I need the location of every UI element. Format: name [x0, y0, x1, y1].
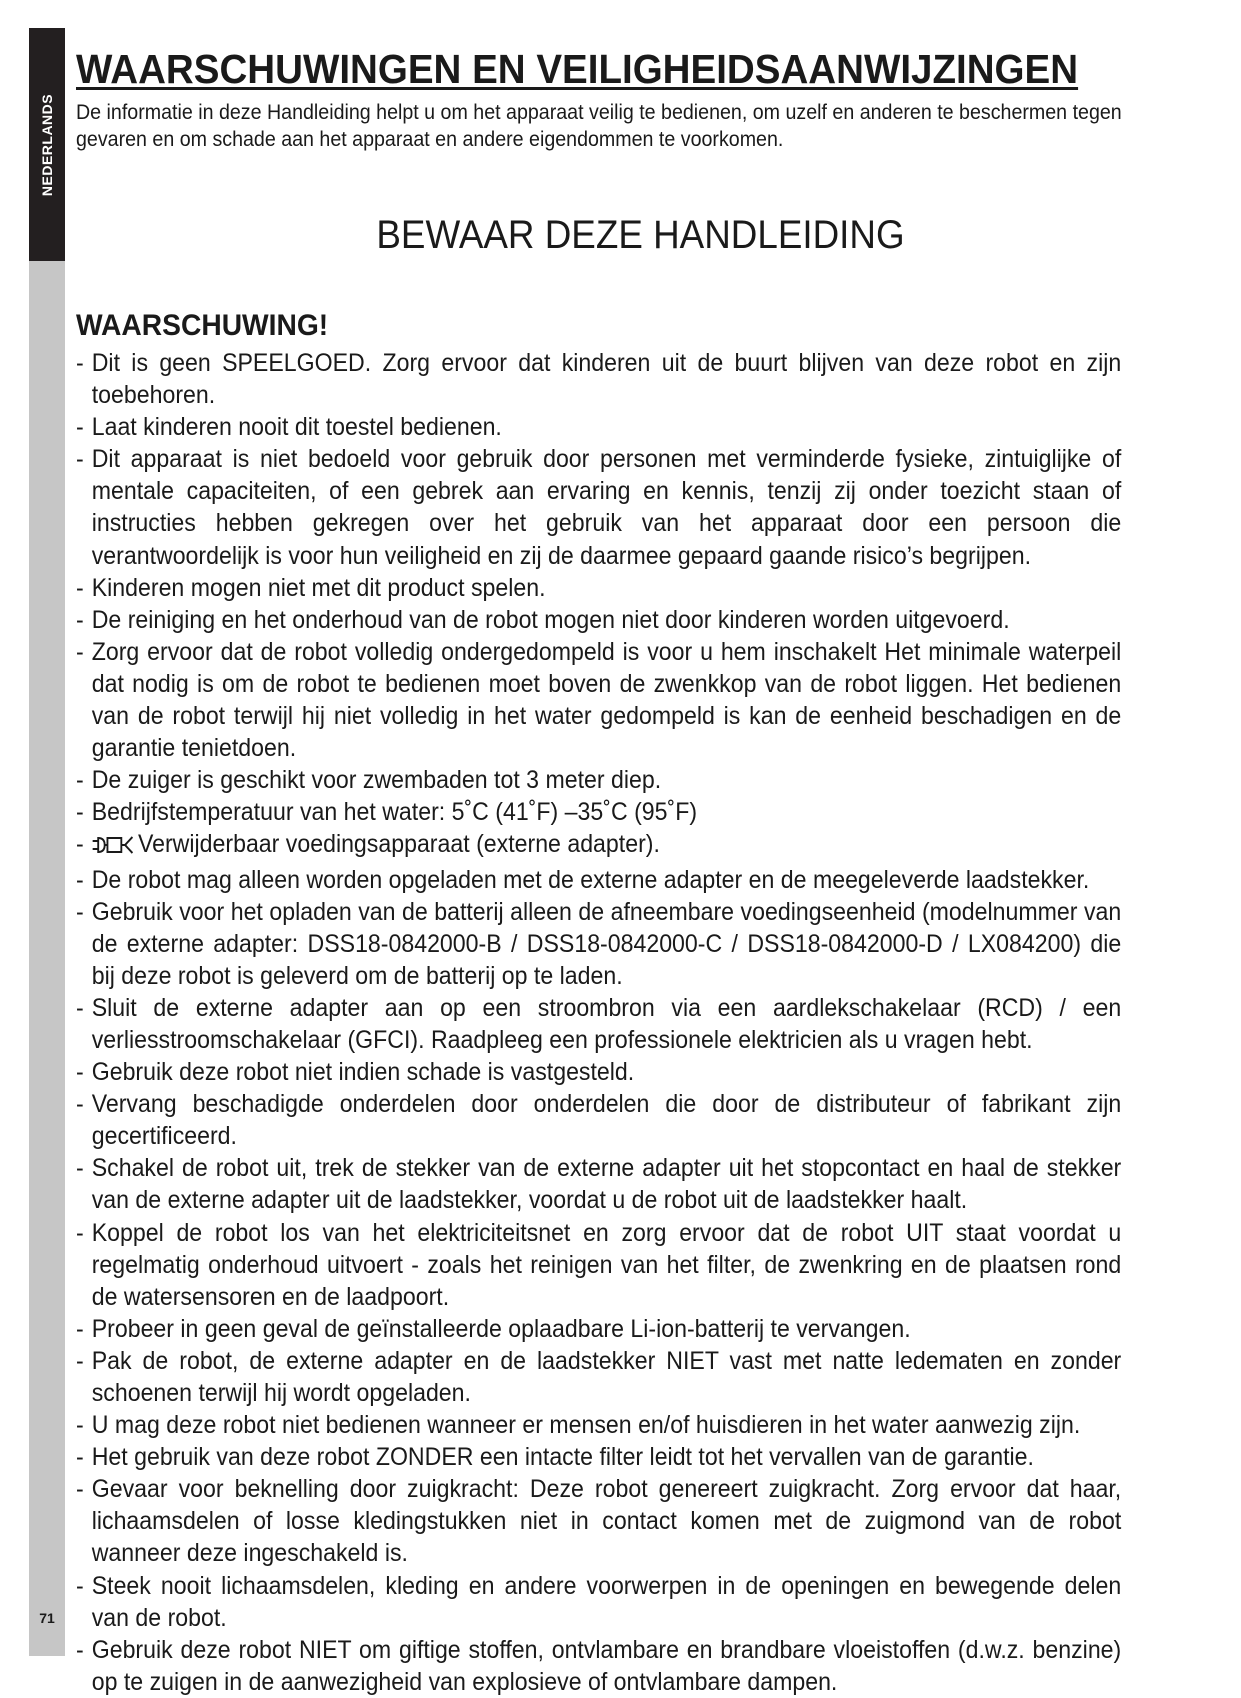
list-item: - Kinderen mogen niet met dit product spelen.	[76, 572, 1121, 604]
list-item: - Steek nooit lichaamsdelen, kleding en andere voorwerpen in de openingen en bewegende delen van de robot.	[76, 1570, 1121, 1634]
list-item: - Schakel de robot uit, trek de stekker van de externe adapter uit het stopcontact en haal de stekker van de externe adapter uit de laadstekker, voordat u de robot uit de laadstekker haalt.	[76, 1152, 1121, 1216]
list-item: - De robot mag alleen worden opgeladen met de externe adapter en de meegeleverde laadstekker.	[76, 864, 1121, 896]
list-item: - Gebruik voor het opladen van de batterij alleen de afneembare voedingseenheid (modelnummer van de externe adapter: DSS18-0842000-B / DSS18-0842000-C / DSS18-0842000-D / LX084200) die bij deze robot is geleverd om de batterij op te laden.	[76, 896, 1121, 992]
language-label: NEDERLANDS	[39, 93, 55, 197]
list-item: - Pak de robot, de externe adapter en de laadstekker NIET vast met natte ledematen en zonder schoenen terwijl hij wordt opgeladen.	[76, 1345, 1121, 1409]
list-item: - U mag deze robot niet bedienen wanneer er mensen en/of huisdieren in het water aanwezig zijn.	[76, 1409, 1121, 1441]
list-item: - Gebruik deze robot NIET om giftige stoffen, ontvlambare en brandbare vloeistoffen (d.w.z. benzine) op te zuigen in de aanwezigheid van explosieve of ontvlambare dampen.	[76, 1634, 1121, 1698]
list-item: - Sluit de externe adapter aan op een stroombron via een aardlekschakelaar (RCD) / een verliesstroomschakelaar (GFCI). Raadpleeg een professionele elektricien als u vragen hebt.	[76, 992, 1121, 1056]
page-title: WAARSCHUWINGEN EN VEILIGHEIDSAANWIJZINGEN	[76, 46, 1079, 92]
list-item: - Koppel de robot los van het elektriciteitsnet en zorg ervoor dat de robot UIT staat voordat u regelmatig onderhoud uitvoert - zoals het reinigen van het filter, de zwenkring en de plaatsen rond de watersensoren en de laadpoort.	[76, 1217, 1121, 1313]
list-item: - Probeer in geen geval de geïnstalleerde oplaadbare Li-ion-batterij te vervangen.	[76, 1313, 1121, 1345]
side-margin-bar	[29, 261, 65, 1656]
list-item: - Laat kinderen nooit dit toestel bedienen.	[76, 411, 1121, 443]
page-number: 71	[39, 1610, 55, 1626]
list-item: - Gevaar voor beknelling door zuigkracht: Deze robot genereert zuigkracht. Zorg ervoor dat haar, lichaamsdelen of losse kledingstukken niet in contact komen met de zuigmond van de robot wanneer deze ingeschakeld is.	[76, 1473, 1121, 1569]
intro-paragraph: De informatie in deze Handleiding helpt u om het apparaat veilig te bedienen, om uzelf en anderen te beschermen tegen gevaren en om schade aan het apparaat en andere eigendommen te voorkomen.	[76, 101, 1122, 151]
list-item: - Gebruik deze robot niet indien schade is vastgesteld.	[76, 1056, 1121, 1088]
list-item: - Verwijderbaar voedingsapparaat (externe adapter).	[76, 828, 1121, 863]
list-item: - De zuiger is geschikt voor zwembaden tot 3 meter diep.	[76, 764, 1121, 796]
list-item: - Dit is geen SPEELGOED. Zorg ervoor dat kinderen uit de buurt blijven van deze robot en zijn toebehoren.	[76, 347, 1121, 411]
section-subtitle: BEWAAR DEZE HANDLEIDING	[376, 213, 905, 257]
list-item: - Het gebruik van deze robot ZONDER een intacte filter leidt tot het vervallen van de garantie.	[76, 1441, 1121, 1473]
list-item: - Zorg ervoor dat de robot volledig ondergedompeld is voor u hem inschakelt Het minimale waterpeil dat nodig is om de robot te bedienen moet boven de zwenkkop van de robot liggen. Het bedienen van de robot terwijl hij niet volledig in het water gedompeld is kan de eenheid beschadigen en de garantie tenietdoen.	[76, 636, 1121, 764]
list-item: - Vervang beschadigde onderdelen door onderdelen die door de distributeur of fabrikant zijn gecertificeerd.	[76, 1088, 1121, 1152]
list-item: - Bedrijfstemperatuur van het water: 5˚C (41˚F) –35˚C (95˚F)	[76, 796, 1121, 828]
detachable-power-supply-icon	[92, 831, 135, 863]
warning-list	[76, 347, 1121, 1698]
list-item: - De reiniging en het onderhoud van de robot mogen niet door kinderen worden uitgevoerd.	[76, 604, 1121, 636]
warning-heading: WAARSCHUWING!	[76, 309, 329, 342]
list-item: - Dit apparaat is niet bedoeld voor gebruik door personen met verminderde fysieke, zintuiglijke of mentale capaciteiten, of een gebrek aan ervaring en kennis, tenzij zij onder toezicht staan of instructies hebben gekregen over het gebruik van het apparaat door een persoon die verantwoordelijk is voor hun veiligheid en zij de daarmee gepaard gaande risico’s begrijpen.	[76, 443, 1121, 571]
